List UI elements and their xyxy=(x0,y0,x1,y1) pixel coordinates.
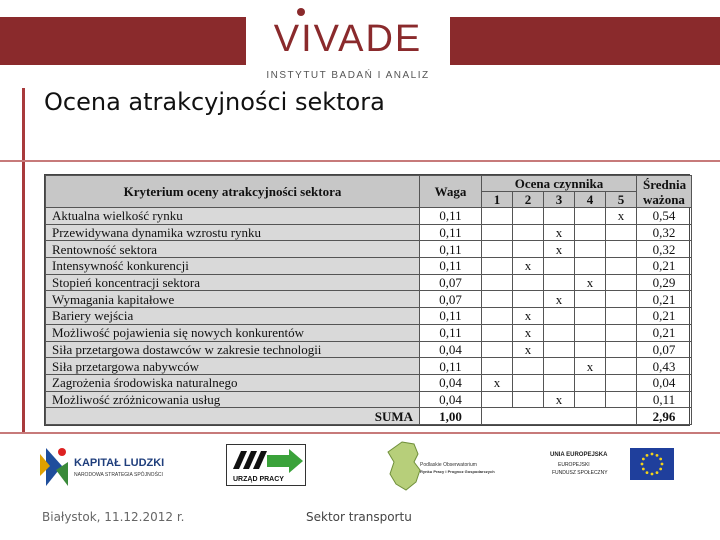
criteria-table xyxy=(45,175,692,425)
header-rating-2: 2 xyxy=(513,192,544,208)
rating-cell-3 xyxy=(544,374,575,391)
rating-cell-2 xyxy=(513,374,544,391)
rating-cell-3 xyxy=(544,308,575,325)
rating-cell-1 xyxy=(482,224,513,241)
rating-cell-3 xyxy=(544,324,575,341)
eu-star xyxy=(659,468,662,471)
rating-cell-1: x xyxy=(482,374,513,391)
rating-cell-3 xyxy=(544,258,575,275)
eu-star xyxy=(641,463,644,466)
rating-cell-1 xyxy=(482,291,513,308)
weighted-cell: 0,11 xyxy=(637,391,692,408)
kapital-ludzki-text: KAPITAŁ LUDZKI xyxy=(74,457,165,469)
weighted-cell: 0,43 xyxy=(637,358,692,375)
weight-cell: 0,11 xyxy=(420,324,482,341)
criterion-cell: Stopień koncentracji sektora xyxy=(46,274,420,291)
eu-star xyxy=(661,463,664,466)
obserwatorium-logo xyxy=(384,440,504,492)
weighted-cell: 0,04 xyxy=(637,374,692,391)
urzad-pracy-logo xyxy=(226,444,306,486)
sum-weighted: 2,96 xyxy=(637,408,692,425)
criterion-cell: Siła przetargowa nabywców xyxy=(46,358,420,375)
criterion-cell: Aktualna wielkość rynku xyxy=(46,208,420,225)
rating-cell-5 xyxy=(606,308,637,325)
weight-cell: 0,07 xyxy=(420,274,482,291)
eu-star xyxy=(651,473,654,476)
weighted-cell: 0,07 xyxy=(637,341,692,358)
rating-cell-1 xyxy=(482,358,513,375)
rating-cell-4 xyxy=(575,341,606,358)
weighted-cell: 0,32 xyxy=(637,224,692,241)
rating-cell-3: x xyxy=(544,291,575,308)
obserwatorium-text-2: Rynku Pracy i Prognoz Gospodarczych xyxy=(420,469,495,474)
rating-cell-5 xyxy=(606,358,637,375)
rating-cell-1 xyxy=(482,308,513,325)
weighted-cell: 0,54 xyxy=(637,208,692,225)
rating-cell-2: x xyxy=(513,258,544,275)
header-weighted xyxy=(637,176,692,208)
kapital-ludzki-logo xyxy=(36,440,176,490)
logo-subtitle: INSTYTUT BADAŃ I ANALIZ xyxy=(266,70,430,81)
header-weighted-line1: Średnia xyxy=(643,176,687,192)
ue-efs-logo xyxy=(548,446,676,482)
header-weight: Waga xyxy=(420,176,482,208)
rating-cell-2: x xyxy=(513,324,544,341)
table-row xyxy=(46,358,692,375)
weight-cell: 0,07 xyxy=(420,291,482,308)
criterion-cell: Intensywność konkurencji xyxy=(46,258,420,275)
ue-text-1: UNIA EUROPEJSKA xyxy=(550,452,608,458)
urzad-pracy-icon xyxy=(227,445,305,485)
rating-cell-2 xyxy=(513,208,544,225)
rating-cell-4 xyxy=(575,224,606,241)
table-row xyxy=(46,224,692,241)
table-row xyxy=(46,341,692,358)
rating-cell-4: x xyxy=(575,274,606,291)
criterion-cell: Rentowność sektora xyxy=(46,241,420,258)
rating-cell-5 xyxy=(606,391,637,408)
sum-weight: 1,00 xyxy=(420,408,482,425)
rating-cell-4 xyxy=(575,258,606,275)
rating-cell-4 xyxy=(575,391,606,408)
eu-star xyxy=(642,458,645,461)
vivade-logo xyxy=(246,8,450,84)
attractiveness-table xyxy=(44,174,690,426)
eu-star xyxy=(646,454,649,457)
sum-label: SUMA xyxy=(46,408,420,425)
rating-cell-5 xyxy=(606,258,637,275)
criterion-cell: Przewidywana dynamika wzrostu rynku xyxy=(46,224,420,241)
rating-cell-3 xyxy=(544,208,575,225)
header-criterion: Kryterium oceny atrakcyjności sektora xyxy=(46,176,420,208)
urzad-pracy-text: URZĄD PRACY xyxy=(233,476,284,483)
rating-cell-4 xyxy=(575,324,606,341)
criterion-cell: Możliwość zróżnicowania usług xyxy=(46,391,420,408)
obserwatorium-text-1: Podlaskie Obserwatorium xyxy=(420,462,477,468)
page-title: Ocena atrakcyjności sektora xyxy=(44,88,385,116)
rating-cell-4: x xyxy=(575,358,606,375)
ue-text-2: EUROPEJSKI xyxy=(558,462,590,468)
rating-cell-1 xyxy=(482,274,513,291)
table-row xyxy=(46,291,692,308)
rating-cell-1 xyxy=(482,208,513,225)
rating-cell-3 xyxy=(544,358,575,375)
title-divider xyxy=(0,160,720,162)
eu-star xyxy=(656,454,659,457)
header-rating-4: 4 xyxy=(575,192,606,208)
rating-cell-3 xyxy=(544,341,575,358)
kapital-ludzki-icon xyxy=(36,440,176,490)
weight-cell: 0,04 xyxy=(420,391,482,408)
rating-cell-2 xyxy=(513,291,544,308)
rating-cell-4 xyxy=(575,291,606,308)
rating-cell-3: x xyxy=(544,224,575,241)
ue-text-3: FUNDUSZ SPOŁECZNY xyxy=(552,470,608,476)
weight-cell: 0,11 xyxy=(420,358,482,375)
rating-cell-1 xyxy=(482,258,513,275)
rating-cell-5: x xyxy=(606,208,637,225)
criterion-cell: Możliwość pojawienia się nowych konkurentów xyxy=(46,324,420,341)
weighted-cell: 0,32 xyxy=(637,241,692,258)
eu-star xyxy=(656,471,659,474)
rating-cell-5 xyxy=(606,241,637,258)
rating-cell-4 xyxy=(575,308,606,325)
footer-place-date: Białystok, 11.12.2012 r. xyxy=(42,510,185,524)
weighted-cell: 0,21 xyxy=(637,308,692,325)
header-weighted-line2: ważona xyxy=(643,191,685,207)
criterion-cell: Wymagania kapitałowe xyxy=(46,291,420,308)
rating-cell-2 xyxy=(513,358,544,375)
rating-cell-3: x xyxy=(544,241,575,258)
weighted-cell: 0,29 xyxy=(637,274,692,291)
podlaskie-map-icon xyxy=(384,440,504,492)
rating-cell-4 xyxy=(575,208,606,225)
weight-cell: 0,11 xyxy=(420,258,482,275)
rating-cell-2 xyxy=(513,224,544,241)
table-row xyxy=(46,274,692,291)
weight-cell: 0,04 xyxy=(420,374,482,391)
rating-cell-5 xyxy=(606,274,637,291)
rating-cell-5 xyxy=(606,374,637,391)
rating-cell-1 xyxy=(482,341,513,358)
rating-cell-5 xyxy=(606,291,637,308)
rating-cell-4 xyxy=(575,241,606,258)
eu-star xyxy=(646,471,649,474)
weighted-cell: 0,21 xyxy=(637,324,692,341)
eu-star xyxy=(642,468,645,471)
header-rating-5: 5 xyxy=(606,192,637,208)
table-row xyxy=(46,391,692,408)
rating-cell-5 xyxy=(606,341,637,358)
logo-dot xyxy=(297,8,305,16)
rating-cell-4 xyxy=(575,374,606,391)
rating-cell-5 xyxy=(606,224,637,241)
kapital-ludzki-subtext: NARODOWA STRATEGIA SPÓJNOŚCI xyxy=(74,472,163,478)
rating-cell-1 xyxy=(482,391,513,408)
criterion-cell: Siła przetargowa dostawców w zakresie technologii xyxy=(46,341,420,358)
criterion-cell: Zagrożenia środowiska naturalnego xyxy=(46,374,420,391)
left-accent-line xyxy=(22,88,25,433)
eu-star xyxy=(651,453,654,456)
rating-cell-5 xyxy=(606,324,637,341)
rating-cell-2 xyxy=(513,241,544,258)
rating-cell-2 xyxy=(513,391,544,408)
header-rating-1: 1 xyxy=(482,192,513,208)
footer-topic: Sektor transportu xyxy=(306,510,412,524)
table-row xyxy=(46,258,692,275)
criterion-cell: Bariery wejścia xyxy=(46,308,420,325)
table-row xyxy=(46,208,692,225)
weight-cell: 0,11 xyxy=(420,241,482,258)
table-row xyxy=(46,241,692,258)
weight-cell: 0,11 xyxy=(420,224,482,241)
table-row xyxy=(46,324,692,341)
rating-cell-2: x xyxy=(513,308,544,325)
eu-star xyxy=(659,458,662,461)
logo-brand: VIVADE xyxy=(273,18,423,60)
footer-divider xyxy=(0,432,720,434)
table-row xyxy=(46,374,692,391)
header-rating-3: 3 xyxy=(544,192,575,208)
rating-cell-3: x xyxy=(544,391,575,408)
weighted-cell: 0,21 xyxy=(637,291,692,308)
sum-blank xyxy=(482,408,637,425)
weight-cell: 0,11 xyxy=(420,308,482,325)
rating-cell-3 xyxy=(544,274,575,291)
weight-cell: 0,04 xyxy=(420,341,482,358)
table-row xyxy=(46,308,692,325)
weighted-cell: 0,21 xyxy=(637,258,692,275)
rating-cell-1 xyxy=(482,241,513,258)
rating-cell-2 xyxy=(513,274,544,291)
sum-row xyxy=(46,408,692,425)
eu-flag-icon xyxy=(548,446,676,482)
header-rating-group: Ocena czynnika xyxy=(482,176,637,192)
rating-cell-2: x xyxy=(513,341,544,358)
weight-cell: 0,11 xyxy=(420,208,482,225)
rating-cell-1 xyxy=(482,324,513,341)
